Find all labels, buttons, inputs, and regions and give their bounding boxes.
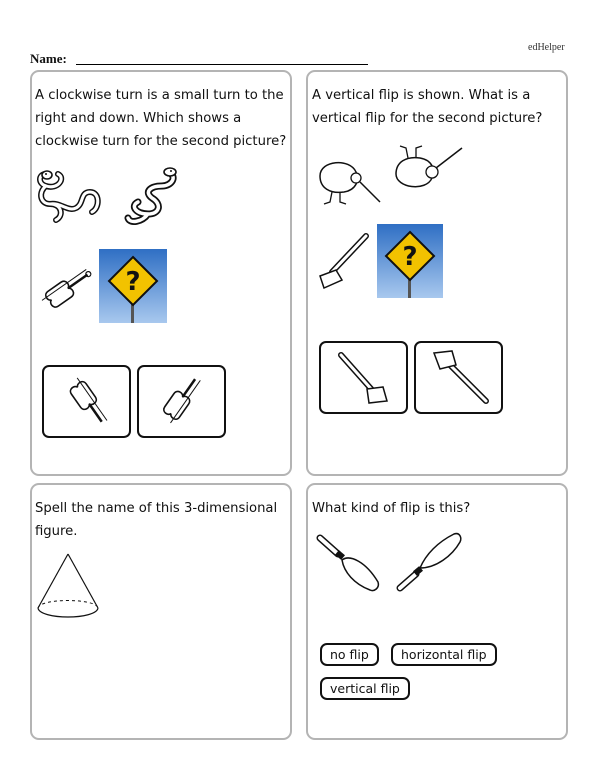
kiwi-bird-flipped-icon (390, 140, 466, 198)
question-4-prompt (312, 497, 564, 520)
answer-choice-b[interactable] (137, 365, 226, 438)
question-1-prompt (35, 84, 287, 153)
svg-text:?: ? (125, 267, 141, 297)
kiwi-bird-icon (312, 150, 384, 208)
prompt-line: figure. (35, 524, 78, 539)
option-vertical-flip[interactable]: vertical flip (320, 677, 410, 700)
option-no-flip[interactable]: no flip (320, 643, 379, 666)
question-sign-icon (377, 224, 443, 298)
trowel-flipped-icon (392, 530, 464, 596)
cone-icon (34, 550, 102, 624)
option-horizontal-flip[interactable]: horizontal flip (391, 643, 497, 666)
question-2-prompt (312, 84, 564, 130)
prompt-line: A vertical flip is shown. What is a (312, 88, 531, 103)
question-sign-icon (99, 249, 167, 323)
hoe-icon (314, 232, 370, 292)
question-panel-4 (306, 483, 568, 740)
prompt-line: What kind of flip is this? (312, 501, 471, 516)
prompt-line: right and down. Which shows a (35, 111, 242, 126)
answer-choice-a[interactable] (42, 365, 131, 438)
answer-choice-b[interactable] (414, 341, 503, 414)
name-label: Name: (30, 51, 67, 66)
name-line[interactable] (76, 64, 368, 65)
snake-turned-icon (120, 162, 182, 234)
answer-choice-a[interactable] (319, 341, 408, 414)
prompt-line: vertical flip for the second picture? (312, 111, 543, 126)
prompt-line: Spell the name of this 3-dimensional (35, 501, 278, 516)
trowel-icon (314, 532, 386, 596)
question-3-prompt (35, 497, 287, 543)
svg-text:?: ? (402, 242, 418, 272)
prompt-line: A clockwise turn is a small turn to the (35, 88, 284, 103)
prompt-line: clockwise turn for the second picture? (35, 134, 287, 149)
brand-label: edHelper (528, 42, 565, 53)
violin-icon (36, 262, 98, 316)
snake-icon (36, 168, 110, 226)
